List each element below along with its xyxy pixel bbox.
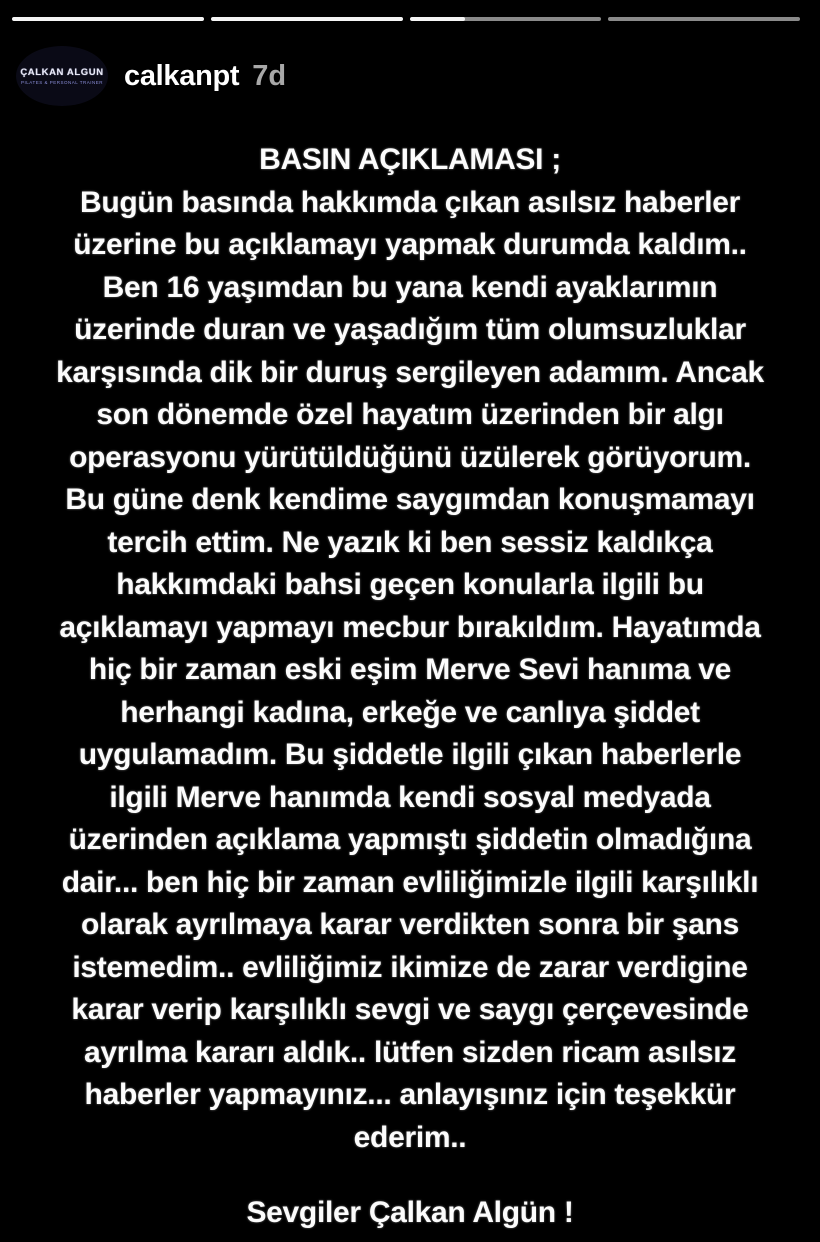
statement-line: ayrılma kararı aldık.. lütfen sizden ricam asılsız	[84, 1035, 736, 1069]
story-progress-segment	[12, 17, 204, 21]
statement-line: dair... ben hiç bir zaman evliliğimizle ilgili karşılıklı	[61, 865, 759, 899]
story-progress-fill	[211, 17, 403, 21]
statement-line: karşısında dik bir duruş sergileyen adamım. Ancak	[56, 355, 764, 389]
story-timestamp: 7d	[252, 59, 287, 92]
story-header	[16, 40, 286, 112]
story-progress-fill	[410, 17, 466, 21]
story-progress-segment	[608, 17, 800, 21]
statement-line: istemedim.. evliliğimiz ikimize de zarar verdigine	[72, 950, 748, 984]
statement-line: ilgili Merve hanımda kendi sosyal medyada	[109, 780, 711, 814]
press-statement	[0, 139, 820, 1235]
statement-line: son dönemde özel hayatım üzerinden bir algı	[96, 398, 724, 431]
statement-line: haberler yapmayınız... anlayışınız için teşekkür	[84, 1078, 736, 1111]
statement-line: hiç bir zaman eski eşim Merve Sevi hanıma ve	[88, 653, 732, 686]
statement-line: ederim..	[353, 1120, 467, 1154]
avatar-logo-title: ÇALKAN ALGUN	[20, 67, 104, 78]
statement-line: operasyonu yürütüldüğünü üzülerek görüyorum.	[69, 440, 751, 474]
statement-line: üzerinde duran ve yaşadığım tüm olumsuzluklar	[74, 313, 746, 346]
statement-body	[0, 182, 820, 1160]
statement-line: herhangi kadına, erkeğe ve canlıya şiddet	[120, 695, 700, 729]
avatar-logo-subtitle: PILATES & PERSONAL TRAINER	[21, 80, 103, 85]
story-progress-segment	[410, 17, 602, 21]
statement-line: tercih ettim. Ne yazık ki ben sessiz kaldıkça	[107, 525, 713, 559]
profile-avatar[interactable]	[16, 46, 108, 106]
statement-line: olarak ayrılmaya karar verdikten sonra bir şans	[81, 908, 739, 941]
statement-line: uygulamadım. Bu şiddetle ilgili çıkan haberlerle	[78, 738, 742, 771]
statement-signature: Sevgiler Çalkan Algün !	[246, 1196, 574, 1229]
statement-title: BASIN AÇIKLAMASI ;	[259, 143, 561, 176]
story-progress-bars	[12, 17, 800, 21]
statement-line: üzerine bu açıklamayı yapmak durumda kaldım..	[73, 228, 747, 261]
story-progress-segment	[211, 17, 403, 21]
statement-line: hakkımdaki bahsi geçen konularla ilgili bu	[116, 568, 704, 601]
statement-line: Bugün basında hakkımda çıkan asılsız haberler	[79, 185, 741, 219]
statement-line: açıklamayı yapmayı mecbur bırakıldım. Hayatımda	[59, 610, 761, 644]
statement-line: Ben 16 yaşımdan bu yana kendi ayaklarımın	[102, 270, 718, 304]
story-progress-fill	[12, 17, 204, 21]
username[interactable]: calkanpt	[124, 59, 240, 92]
statement-line: Bu güne denk kendime saygımdan konuşmamayı	[65, 483, 755, 516]
statement-line: üzerinden açıklama yapmıştı şiddetin olmadığına	[68, 823, 752, 856]
statement-line: karar verip karşılıklı sevgi ve saygı çerçevesinde	[71, 993, 749, 1026]
